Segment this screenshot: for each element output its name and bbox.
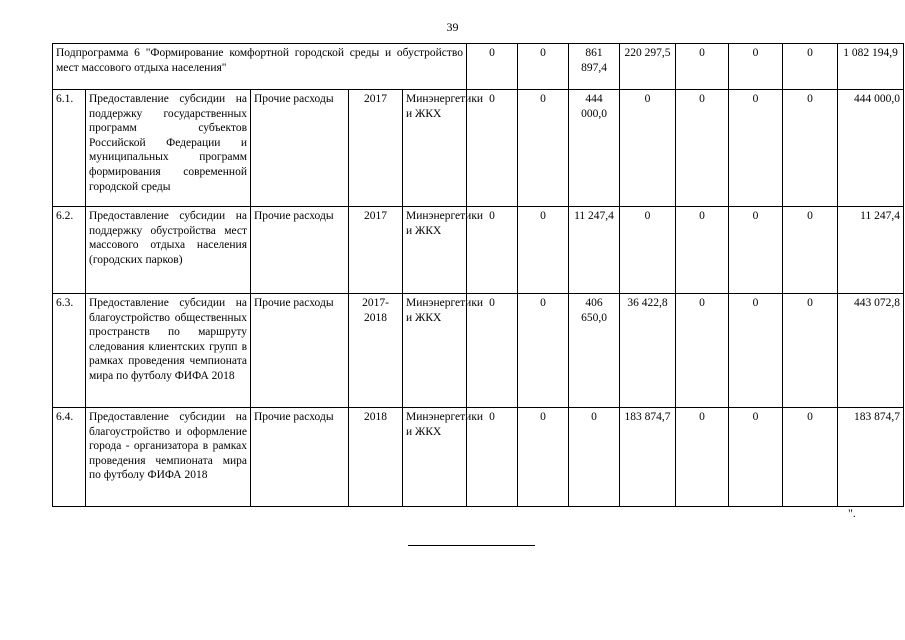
- value-cell: 0: [467, 294, 518, 408]
- budget-table: [52, 43, 904, 507]
- value-cell: 0: [518, 294, 569, 408]
- table-row: [53, 294, 904, 408]
- value-cell: 0: [518, 408, 569, 507]
- period: 2017: [349, 207, 403, 294]
- value-cell: 444 000,0: [569, 90, 620, 207]
- total-cell: 1 082 194,9: [838, 44, 904, 90]
- value-cell: 0: [783, 90, 838, 207]
- value-cell: 0: [518, 207, 569, 294]
- value-cell: 0: [467, 408, 518, 507]
- table-row: [53, 207, 904, 294]
- value-cell: 0: [729, 90, 783, 207]
- value-cell: 0: [676, 44, 729, 90]
- period: 2018: [349, 408, 403, 507]
- row-number: 6.2.: [53, 207, 86, 294]
- expense-type: Прочие расходы: [251, 207, 349, 294]
- measure-name: Предоставление субсидии на благоустройство общественных пространств по маршруту следования клиентских групп в рамках проведения чемпионата мира по футболу ФИФА 2018: [86, 294, 251, 408]
- value-cell: 0: [729, 294, 783, 408]
- value-cell: 220 297,5: [620, 44, 676, 90]
- table-row: [53, 90, 904, 207]
- executor: Минэнергетики и ЖКХ: [403, 207, 467, 294]
- value-cell: 0: [783, 207, 838, 294]
- executor: Минэнергетики и ЖКХ: [403, 294, 467, 408]
- executor: Минэнергетики и ЖКХ: [403, 408, 467, 507]
- period: 2017-2018: [349, 294, 403, 408]
- measure-name: Предоставление субсидии на благоустройство и оформление города - организатора в рамках проведения чемпионата мира по футболу ФИФА 2018: [86, 408, 251, 507]
- value-cell: 0: [729, 207, 783, 294]
- footer-rule: [408, 545, 535, 546]
- total-cell: 443 072,8: [838, 294, 904, 408]
- row-number: 6.4.: [53, 408, 86, 507]
- value-cell: 0: [783, 44, 838, 90]
- row-number: 6.1.: [53, 90, 86, 207]
- value-cell: 0: [676, 207, 729, 294]
- value-cell: 0: [783, 294, 838, 408]
- period: 2017: [349, 90, 403, 207]
- subprogram-row: [53, 44, 904, 90]
- value-cell: 0: [620, 207, 676, 294]
- measure-name: Предоставление субсидии на поддержку государственных программ субъектов Российской Федерации и муниципальных программ формирования современной городской среды: [86, 90, 251, 207]
- value-cell: 36 422,8: [620, 294, 676, 408]
- table-row: [53, 408, 904, 507]
- expense-type: Прочие расходы: [251, 294, 349, 408]
- value-cell: 0: [676, 90, 729, 207]
- value-cell: 183 874,7: [620, 408, 676, 507]
- value-cell: 0: [467, 207, 518, 294]
- page-number: 39: [446, 20, 459, 34]
- value-cell: 0: [518, 44, 569, 90]
- measure-name: Предоставление субсидии на поддержку обустройства мест массового отдыха населения (городских парков): [86, 207, 251, 294]
- row-number: 6.3.: [53, 294, 86, 408]
- total-cell: 183 874,7: [838, 408, 904, 507]
- subprogram-title: Подпрограмма 6 "Формирование комфортной городской среды и обустройство мест массового отдыха населения": [53, 44, 467, 90]
- value-cell: 0: [569, 408, 620, 507]
- expense-type: Прочие расходы: [251, 90, 349, 207]
- value-cell: 0: [676, 408, 729, 507]
- total-cell: 11 247,4: [838, 207, 904, 294]
- total-cell: 444 000,0: [838, 90, 904, 207]
- value-cell: 0: [729, 44, 783, 90]
- expense-type: Прочие расходы: [251, 408, 349, 507]
- value-cell: 0: [467, 90, 518, 207]
- value-cell: 0: [518, 90, 569, 207]
- value-cell: 11 247,4: [569, 207, 620, 294]
- executor: Минэнергетики и ЖКХ: [403, 90, 467, 207]
- value-cell: 406 650,0: [569, 294, 620, 408]
- value-cell: 0: [620, 90, 676, 207]
- closing-quote-mark: ".: [848, 506, 856, 520]
- value-cell: 0: [467, 44, 518, 90]
- value-cell: 0: [729, 408, 783, 507]
- value-cell: 861 897,4: [569, 44, 620, 90]
- value-cell: 0: [783, 408, 838, 507]
- value-cell: 0: [676, 294, 729, 408]
